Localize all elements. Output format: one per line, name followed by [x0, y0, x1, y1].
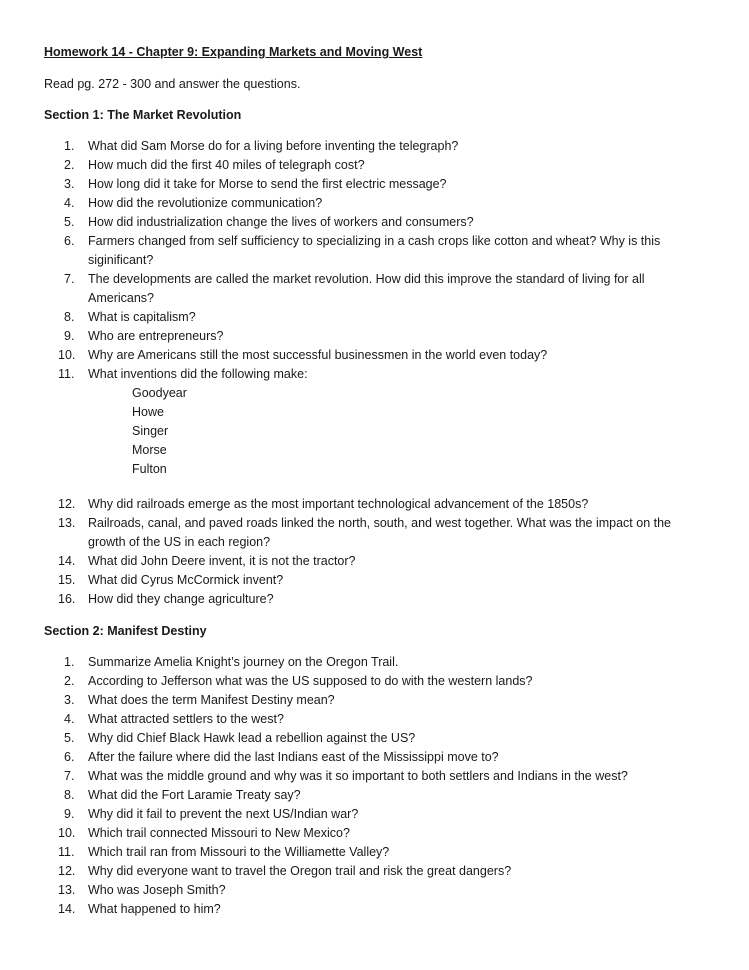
question-text: Who are entrepreneurs? [88, 329, 224, 343]
section-1-questions-continued [44, 495, 684, 609]
list-item [44, 881, 684, 900]
question-text: What does the term Manifest Destiny mean? [88, 693, 335, 707]
list-item [44, 327, 684, 346]
question-text: Why did it fail to prevent the next US/Indian war? [88, 807, 359, 821]
section-1-questions [44, 137, 684, 479]
question-number: 14. [58, 554, 76, 568]
question-text: According to Jefferson what was the US supposed to do with the western lands? [88, 674, 533, 688]
inventor-name: Howe [132, 405, 164, 419]
question-number: 2. [64, 158, 75, 172]
question-text: What is capitalism? [88, 310, 196, 324]
question-text: Which trail connected Missouri to New Mexico? [88, 826, 350, 840]
question-text: How did industrialization change the lives of workers and consumers? [88, 215, 474, 229]
list-item [44, 213, 684, 232]
list-item [44, 710, 684, 729]
instructions: Read pg. 272 - 300 and answer the questions. [44, 77, 301, 91]
list-item [44, 748, 684, 767]
list-item [44, 232, 684, 270]
question-text: Why did everyone want to travel the Oregon trail and risk the great dangers? [88, 864, 512, 878]
inventor-name: Singer [132, 424, 169, 438]
question-number: 1. [64, 655, 75, 669]
list-item [44, 552, 684, 571]
question-number: 10. [58, 826, 76, 840]
question-number: 15. [58, 573, 76, 587]
list-item [44, 862, 684, 881]
question-text: Summarize Amelia Knight’s journey on the Oregon Trail. [88, 655, 399, 669]
list-item [44, 194, 684, 213]
inventor-name: Fulton [132, 462, 167, 476]
list-item [44, 691, 684, 710]
question-text: Why did railroads emerge as the most important technological advancement of the 1850s? [88, 497, 589, 511]
question-text: What attracted settlers to the west? [88, 712, 284, 726]
list-item [44, 514, 684, 552]
question-number: 13. [58, 883, 76, 897]
question-number: 11. [58, 367, 75, 381]
question-number: 6. [64, 234, 75, 248]
list-item [44, 308, 684, 327]
list-item [44, 495, 684, 514]
question-number: 2. [64, 674, 75, 688]
question-text: Railroads, canal, and paved roads linked the north, south, and west together. What was the impact on the growth of the US in each region? [88, 516, 671, 549]
list-item [44, 156, 684, 175]
question-number: 4. [64, 196, 75, 210]
question-number: 13. [58, 516, 76, 530]
question-number: 1. [64, 139, 75, 153]
question-number: 11. [58, 845, 75, 859]
question-number: 12. [58, 497, 76, 511]
list-item [44, 346, 684, 365]
question-number: 8. [64, 310, 75, 324]
question-number: 7. [64, 272, 75, 286]
list-item [44, 137, 684, 156]
list-item [44, 590, 684, 609]
question-number: 12. [58, 864, 76, 878]
list-item [44, 767, 684, 786]
question-text: Which trail ran from Missouri to the Williamette Valley? [88, 845, 390, 859]
question-text: Who was Joseph Smith? [88, 883, 226, 897]
question-text: After the failure where did the last Indians east of the Mississippi move to? [88, 750, 499, 764]
question-number: 9. [64, 329, 75, 343]
question-text: Why did Chief Black Hawk lead a rebellion against the US? [88, 731, 416, 745]
list-item [44, 571, 684, 590]
question-number: 9. [64, 807, 75, 821]
question-text: What did Sam Morse do for a living before inventing the telegraph? [88, 139, 459, 153]
question-text: Farmers changed from self sufficiency to specializing in a cash crops like cotton and wheat? Why is this siginificant? [88, 234, 661, 267]
question-number: 8. [64, 788, 75, 802]
question-text: What was the middle ground and why was it so important to both settlers and Indians in the west? [88, 769, 628, 783]
question-text: What did John Deere invent, it is not the tractor? [88, 554, 356, 568]
section-2-questions [44, 653, 684, 919]
section-1-heading: Section 1: The Market Revolution [44, 108, 242, 122]
question-number: 7. [64, 769, 75, 783]
list-item [44, 270, 684, 308]
question-text: What happened to him? [88, 902, 221, 916]
question-number: 3. [64, 693, 75, 707]
inventor-list [88, 384, 684, 479]
question-number: 16. [58, 592, 76, 606]
list-item [44, 843, 684, 862]
question-text: How did the revolutionize communication? [88, 196, 323, 210]
question-text: What did the Fort Laramie Treaty say? [88, 788, 301, 802]
question-number: 5. [64, 731, 75, 745]
question-number: 3. [64, 177, 75, 191]
list-item [44, 805, 684, 824]
question-text: How did they change agriculture? [88, 592, 274, 606]
question-number: 6. [64, 750, 75, 764]
question-text: How long did it take for Morse to send the first electric message? [88, 177, 447, 191]
question-number: 4. [64, 712, 75, 726]
list-item [44, 786, 684, 805]
list-item [44, 824, 684, 843]
page-title: Homework 14 - Chapter 9: Expanding Markets and Moving West [44, 45, 423, 59]
list-item [44, 672, 684, 691]
section-2-heading: Section 2: Manifest Destiny [44, 624, 207, 638]
question-text: What did Cyrus McCormick invent? [88, 573, 284, 587]
list-item [44, 365, 684, 479]
list-item [44, 653, 684, 672]
question-text: The developments are called the market revolution. How did this improve the standard of living for all Americans? [88, 272, 645, 305]
inventor-name: Goodyear [132, 386, 187, 400]
list-item [44, 900, 684, 919]
question-number: 14. [58, 902, 76, 916]
question-text: How much did the first 40 miles of telegraph cost? [88, 158, 365, 172]
question-text: Why are Americans still the most successful businessmen in the world even today? [88, 348, 548, 362]
question-number: 5. [64, 215, 75, 229]
inventor-name: Morse [132, 443, 167, 457]
question-text: What inventions did the following make: [88, 367, 308, 381]
question-number: 10. [58, 348, 76, 362]
list-item [44, 175, 684, 194]
list-item [44, 729, 684, 748]
